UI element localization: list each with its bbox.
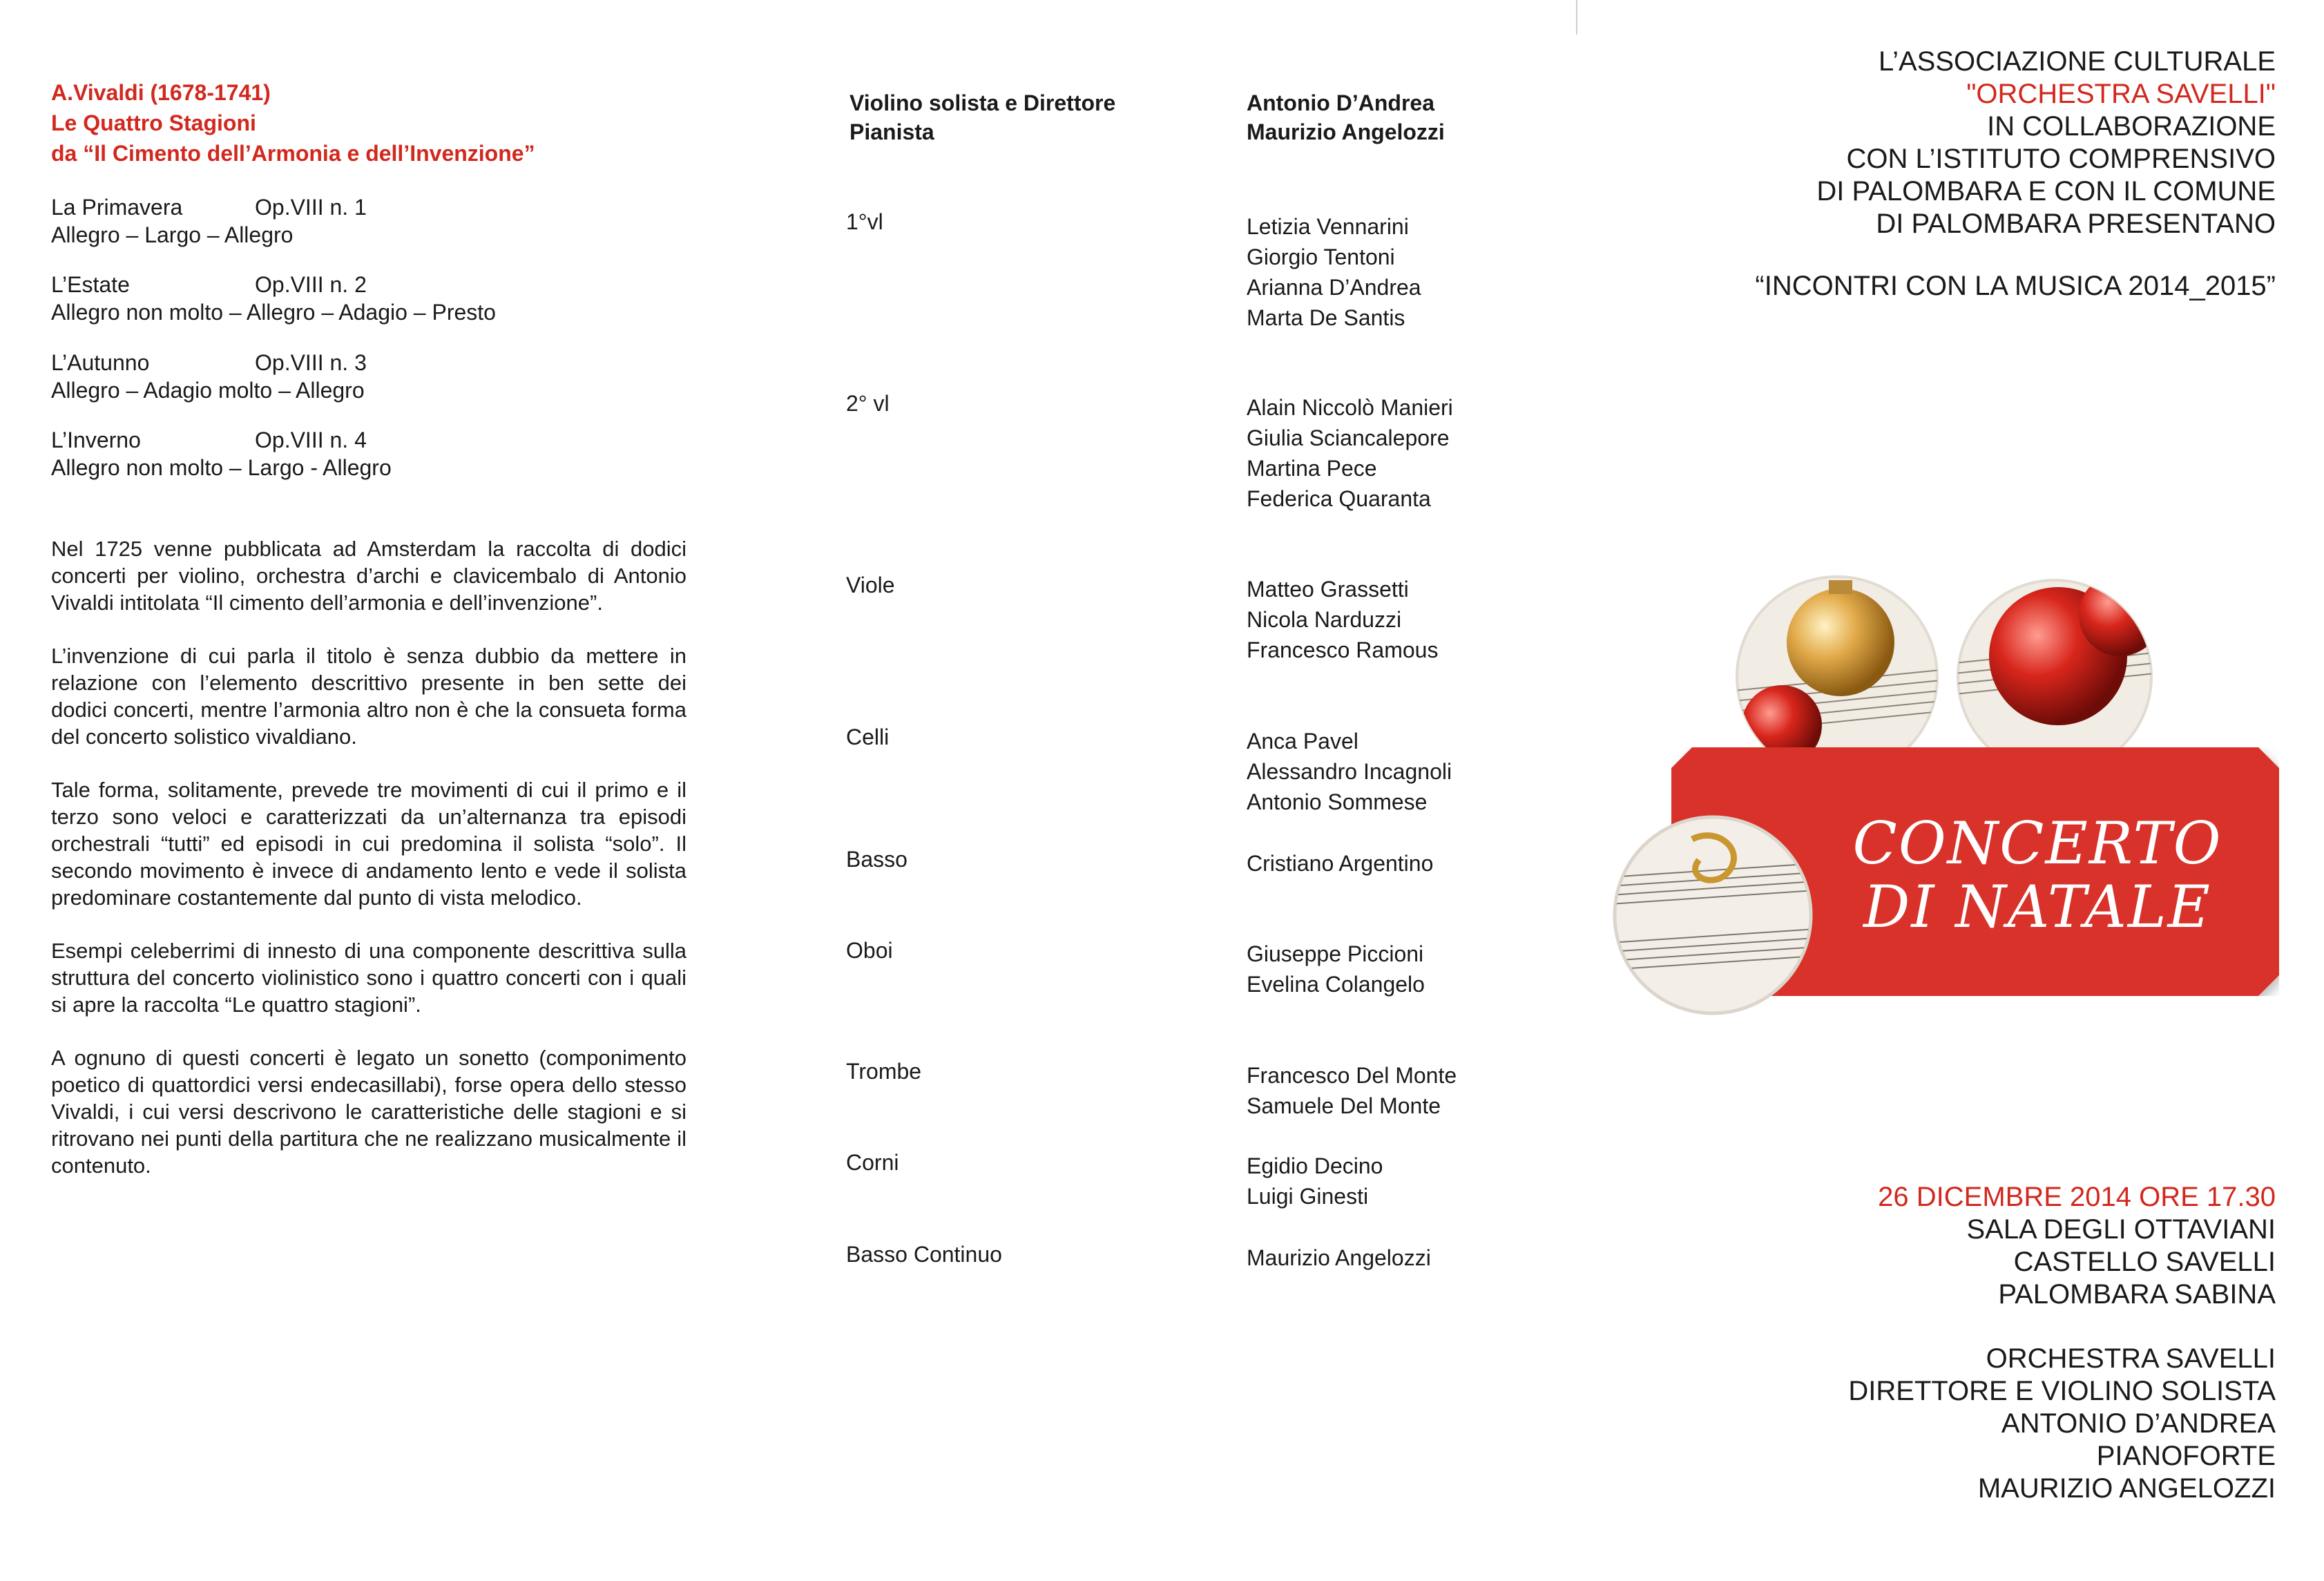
section-members <box>1247 939 1425 999</box>
member: Giuseppe Piccioni <box>1247 941 1424 966</box>
member: Egidio Decino <box>1247 1153 1383 1178</box>
series-title: “INCONTRI CON LA MUSICA 2014_2015” <box>1755 271 2276 301</box>
section-members <box>1247 1060 1457 1121</box>
piece-opus: Op.VIII n. 1 <box>255 195 367 220</box>
notes-paragraph: Nel 1725 venne pubblicata ad Amsterdam la raccolta di dodici concerti per violino, orchestra d’archi e clavicembalo di Antonio Vivaldi intitolata “Il cimento dell’armonia e dell’invenzione”. <box>51 537 686 615</box>
org-name: "ORCHESTRA SAVELLI" <box>1966 79 2276 109</box>
section-label: Basso Continuo <box>846 1242 1002 1267</box>
concert-title-line1: CONCERTO <box>1852 809 2222 877</box>
piece-opus: Op.VIII n. 3 <box>255 350 367 375</box>
fold-mark <box>1576 0 1577 35</box>
notes-paragraph: L’invenzione di cui parla il titolo è senza dubbio da mettere in relazione con l’elemento descrittivo presente in ben sette dei dodici concerti, mentre l’armonia altro non è che la consueta forma del concerto solistico vivaldiano. <box>51 644 686 749</box>
program-title <box>51 77 535 169</box>
venue-line: PALOMBARA SABINA <box>1998 1279 2276 1310</box>
piece-movements: Allegro non molto – Allegro – Adagio – Presto <box>51 300 496 325</box>
soloist-name: Antonio D’Andrea <box>1247 90 1434 115</box>
work-subtitle: da “Il Cimento dell’Armonia e dell’Invenzione” <box>51 141 535 166</box>
section-members <box>1247 392 1453 514</box>
member: Antonio Sommese <box>1247 789 1428 814</box>
member: Samuele Del Monte <box>1247 1093 1441 1118</box>
concert-title <box>1830 809 2245 941</box>
section-label: Celli <box>846 725 890 749</box>
piece-name: L’Inverno <box>51 428 141 452</box>
piece-opus: Op.VIII n. 4 <box>255 428 367 452</box>
section-members <box>1247 211 1421 333</box>
section-label: Basso <box>846 847 907 872</box>
piece-3 <box>51 349 367 404</box>
section-members <box>1247 1151 1383 1211</box>
member: Federica Quaranta <box>1247 486 1431 511</box>
member: Letizia Vennarini <box>1247 214 1409 239</box>
role-pianist: Pianista <box>849 119 934 144</box>
piece-name: L’Autunno <box>51 350 150 375</box>
piece-2 <box>51 271 496 326</box>
section-label: Viole <box>846 573 895 597</box>
venue-line: CASTELLO SAVELLI <box>2013 1247 2276 1277</box>
section-members <box>1247 1243 1431 1273</box>
performer-line: ANTONIO D’ANDREA <box>2001 1408 2276 1439</box>
org-line: L’ASSOCIAZIONE CULTURALE <box>1879 46 2276 77</box>
piece-movements: Allegro non molto – Largo - Allegro <box>51 455 392 480</box>
section-members <box>1247 848 1433 879</box>
performer-line: DIRETTORE E VIOLINO SOLISTA <box>1848 1376 2276 1406</box>
section-label: Corni <box>846 1150 899 1175</box>
role-soloist: Violino solista e Direttore <box>849 90 1116 115</box>
member: Alain Niccolò Manieri <box>1247 395 1453 420</box>
sheet-music-medallion <box>1609 812 1816 1019</box>
performer-line: MAURIZIO ANGELOZZI <box>1977 1473 2276 1504</box>
role-names <box>1247 88 1445 146</box>
section-members <box>1247 574 1438 665</box>
organizer-block <box>1816 46 2276 240</box>
member: Francesco Ramous <box>1247 638 1439 662</box>
org-line: CON L’ISTITUTO COMPRENSIVO <box>1846 144 2276 174</box>
member: Martina Pece <box>1247 456 1377 481</box>
pianist-name: Maurizio Angelozzi <box>1247 119 1445 144</box>
piece-name: La Primavera <box>51 195 183 220</box>
member: Maurizio Angelozzi <box>1247 1245 1431 1270</box>
member: Alessandro Incagnoli <box>1247 759 1452 784</box>
member: Evelina Colangelo <box>1247 972 1425 997</box>
event-date: 26 DICEMBRE 2014 ORE 17.30 <box>1878 1182 2276 1212</box>
composer: A.Vivaldi (1678-1741) <box>51 80 271 105</box>
piece-1 <box>51 193 367 249</box>
notes-paragraph: Esempi celeberrimi di innesto di una componente descrittiva sulla struttura del concerto violinistico sono i quattro concerti con i quali si apre la raccolta “Le quattro stagioni”. <box>51 939 686 1017</box>
program-notes <box>51 535 686 1205</box>
member: Cristiano Argentino <box>1247 851 1434 876</box>
member: Nicola Narduzzi <box>1247 607 1402 632</box>
performer-line: ORCHESTRA SAVELLI <box>1986 1343 2276 1374</box>
org-line: DI PALOMBARA E CON IL COMUNE <box>1816 176 2276 207</box>
member: Giulia Sciancalepore <box>1247 425 1450 450</box>
section-label: 1°vl <box>846 209 883 234</box>
piece-movements: Allegro – Adagio molto – Allegro <box>51 378 365 403</box>
concert-title-line2: DI NATALE <box>1863 873 2211 941</box>
member: Giorgio Tentoni <box>1247 245 1395 269</box>
work-title: Le Quattro Stagioni <box>51 111 256 135</box>
notes-paragraph: Tale forma, solitamente, prevede tre movimenti di cui il primo e il terzo sono veloci e caratterizzati da un’alternanza tra episodi orchestrali “tutti” ed episodi in cui predomina il solista “solo”. Il secondo movimento è invece di andamento lento e vede il solista predominare costantemente dal punto di vista melodico. <box>51 778 686 910</box>
section-label: Trombe <box>846 1059 922 1084</box>
member: Matteo Grassetti <box>1247 577 1409 602</box>
section-label: Oboi <box>846 938 893 963</box>
piece-movements: Allegro – Largo – Allegro <box>51 222 294 247</box>
roles <box>849 88 1115 146</box>
event-details <box>1848 1181 2276 1505</box>
piece-name: L’Estate <box>51 272 130 297</box>
christmas-ornaments-illustration <box>1734 566 2155 774</box>
member: Luigi Ginesti <box>1247 1184 1369 1209</box>
performer-line: PIANOFORTE <box>2096 1441 2276 1471</box>
piece-opus: Op.VIII n. 2 <box>255 272 367 297</box>
member: Arianna D’Andrea <box>1247 275 1421 300</box>
section-members <box>1247 726 1452 817</box>
venue-line: SALA DEGLI OTTAVIANI <box>1966 1214 2276 1245</box>
member: Francesco Del Monte <box>1247 1063 1457 1088</box>
member: Marta De Santis <box>1247 305 1405 330</box>
section-label: 2° vl <box>846 391 890 416</box>
org-line: DI PALOMBARA PRESENTANO <box>1876 209 2276 239</box>
org-line: IN COLLABORAZIONE <box>1987 111 2276 142</box>
notes-paragraph: A ognuno di questi concerti è legato un sonetto (componimento poetico di quattordici versi endecasillabi), forse opera dello stesso Vivaldi, i cui versi descrivono le caratteristiche delle stagioni e si ritrovano nei punti della partitura che ne realizzano musicalmente il contenuto. <box>51 1046 686 1178</box>
member: Anca Pavel <box>1247 729 1358 754</box>
piece-4 <box>51 426 392 481</box>
